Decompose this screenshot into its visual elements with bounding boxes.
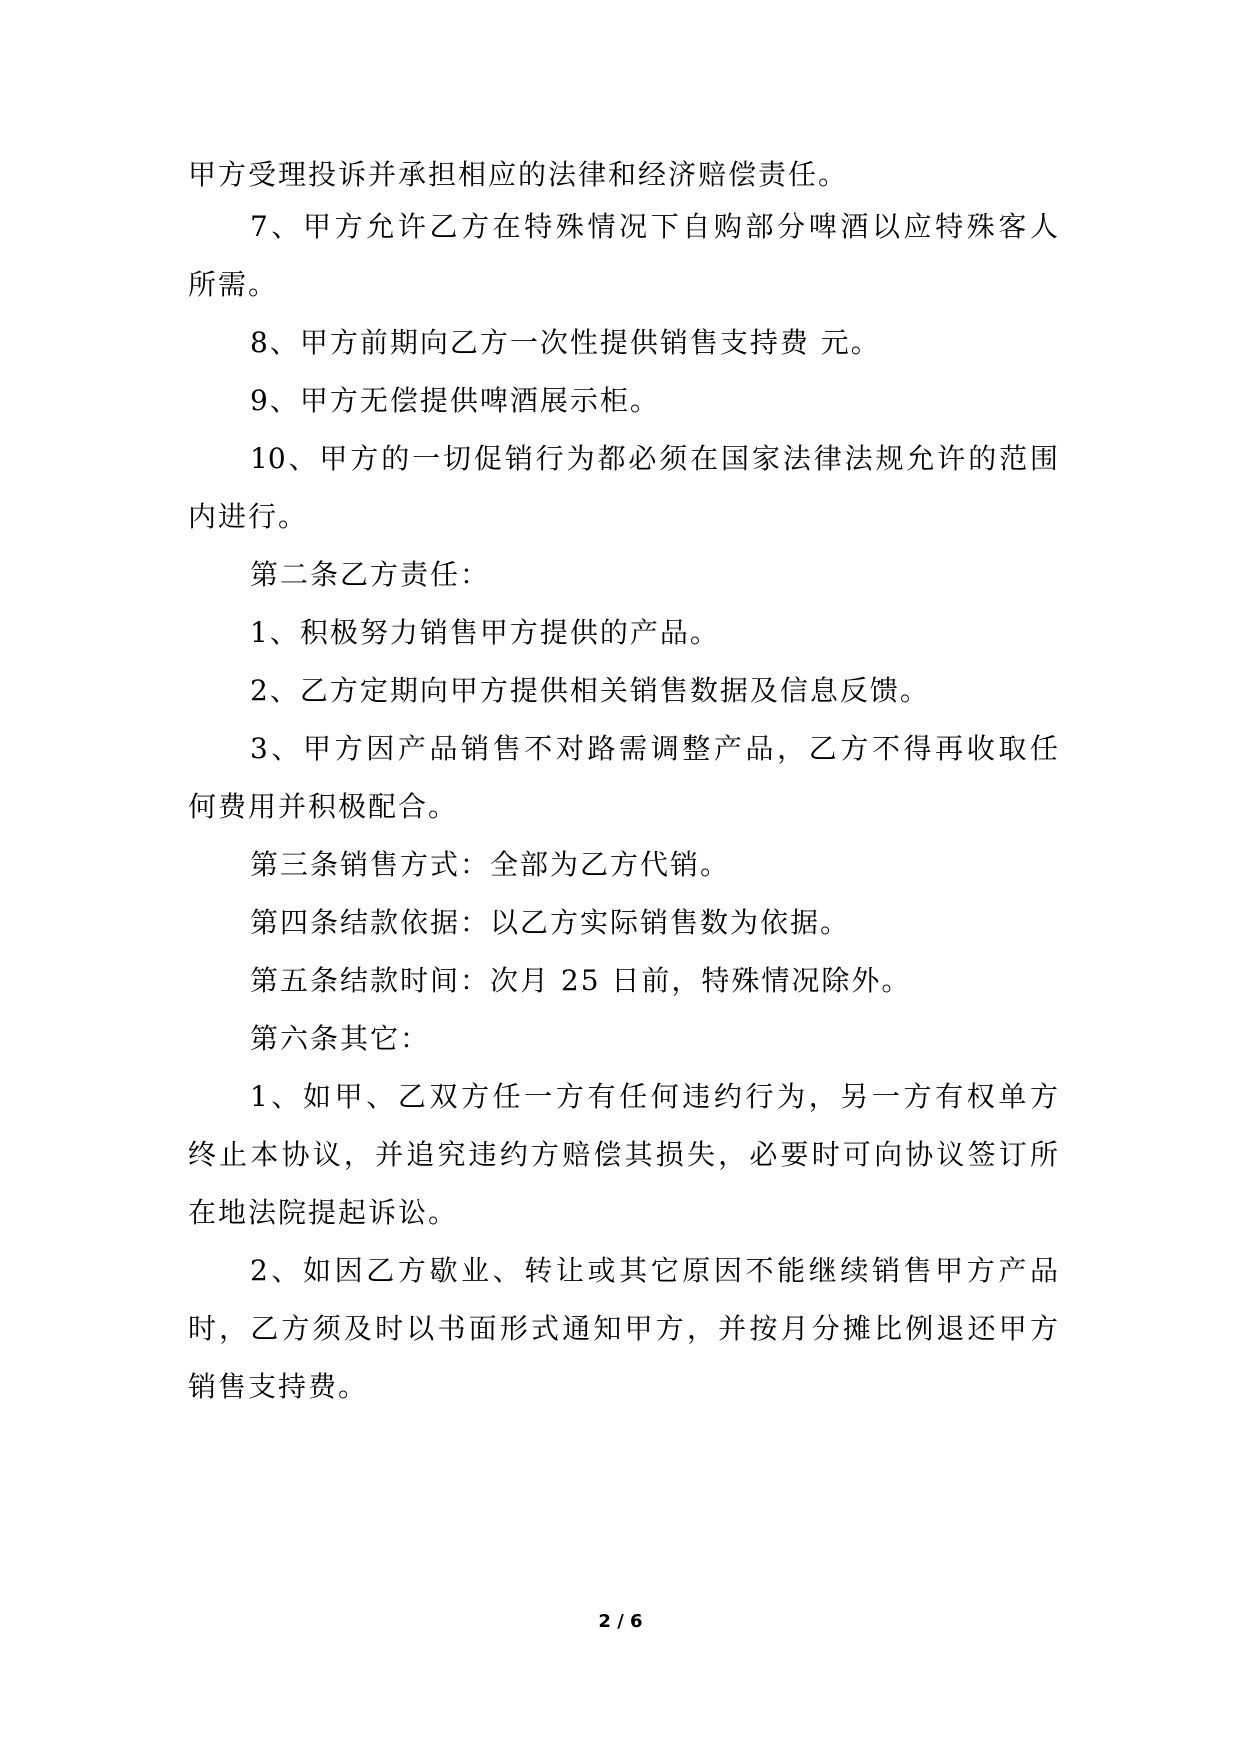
section-heading: 第六条其它： — [250, 1022, 431, 1055]
text-line: 8、甲方前期向乙方一次性提供销售支持费 元。 — [250, 326, 881, 359]
text-line: 甲方受理投诉并承担相应的法律和经济赔偿责任。 — [188, 158, 849, 191]
text-line: 10、甲方的一切促销行为都必须在国家法律法规允许的范围 — [250, 442, 1058, 475]
text-line: 9、甲方无偿提供啤酒展示柜。 — [250, 384, 660, 417]
text-line: 终止本协议，并追究违约方赔偿其损失，必要时可向协议签订所 — [188, 1138, 1058, 1171]
text-line: 在地法院提起诉讼。 — [188, 1196, 459, 1229]
text-line: 1、如甲、乙双方任一方有任何违约行为，另一方有权单方 — [250, 1080, 1058, 1113]
page-number: 2 / 6 — [598, 1611, 643, 1632]
text-line: 7、甲方允许乙方在特殊情况下自购部分啤酒以应特殊客人 — [250, 210, 1058, 243]
text-line: 销售支持费。 — [188, 1370, 369, 1403]
text-line: 2、如因乙方歇业、转让或其它原因不能继续销售甲方产品 — [250, 1254, 1058, 1287]
text-line: 3、甲方因产品销售不对路需调整产品，乙方不得再收取任 — [250, 732, 1058, 765]
text-line: 所需。 — [188, 268, 279, 301]
text-line: 1、积极努力销售甲方提供的产品。 — [250, 616, 720, 649]
text-line: 内进行。 — [188, 500, 309, 533]
text-line: 2、乙方定期向甲方提供相关销售数据及信息反馈。 — [250, 674, 930, 707]
text-line: 何费用并积极配合。 — [188, 790, 459, 823]
section-heading: 第二条乙方责任： — [250, 558, 491, 591]
text-line: 时，乙方须及时以书面形式通知甲方，并按月分摊比例退还甲方 — [188, 1312, 1058, 1345]
section-heading: 第四条结款依据：以乙方实际销售数为依据。 — [250, 906, 851, 939]
section-heading: 第五条结款时间：次月 25 日前，特殊情况除外。 — [250, 964, 912, 997]
section-heading: 第三条销售方式：全部为乙方代销。 — [250, 848, 731, 881]
